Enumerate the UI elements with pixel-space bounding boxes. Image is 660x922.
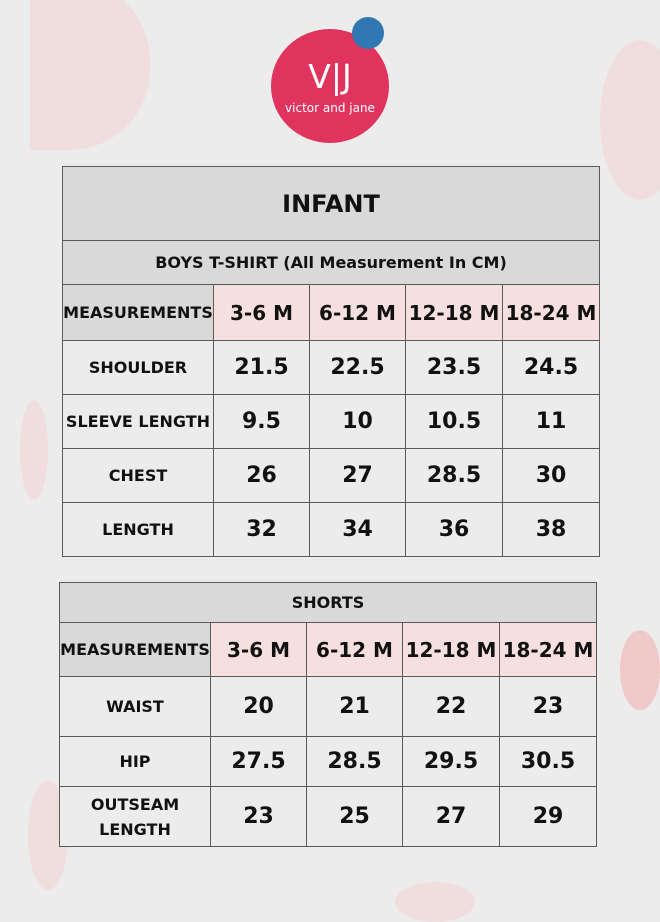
size-header: 3-6 M <box>211 623 307 677</box>
measurements-header: MEASUREMENTS <box>60 623 211 677</box>
table-row <box>60 677 597 737</box>
table-row <box>60 737 597 787</box>
decor-blob <box>600 40 660 200</box>
table-cell: 11 <box>503 395 600 449</box>
table-row <box>63 341 600 395</box>
table-row <box>60 787 597 847</box>
logo-mark: V|J <box>308 57 352 96</box>
decor-blob <box>30 0 150 150</box>
table-cell: 22 <box>403 677 500 737</box>
row-label: CHEST <box>63 449 214 503</box>
size-header: 12-18 M <box>403 623 500 677</box>
table-cell: 23 <box>500 677 597 737</box>
decor-blob <box>20 400 48 500</box>
table-cell: 29 <box>500 787 597 847</box>
table-row <box>63 503 600 557</box>
table-cell: 30.5 <box>500 737 597 787</box>
logo-dot <box>352 17 384 49</box>
size-header: 18-24 M <box>500 623 597 677</box>
shorts-size-table <box>59 582 597 847</box>
table-cell: 30 <box>503 449 600 503</box>
table-cell: 21 <box>307 677 403 737</box>
table-row <box>63 395 600 449</box>
row-label: OUTSEAM LENGTH <box>60 787 211 847</box>
table-cell: 10.5 <box>406 395 503 449</box>
table-cell: 28.5 <box>406 449 503 503</box>
table-cell: 22.5 <box>310 341 406 395</box>
table-cell: 21.5 <box>214 341 310 395</box>
table-subtitle: BOYS T-SHIRT (All Measurement In CM) <box>63 241 600 285</box>
table-cell: 20 <box>211 677 307 737</box>
table-cell: 27 <box>403 787 500 847</box>
measurements-header: MEASUREMENTS <box>63 285 214 341</box>
decor-blob <box>395 882 475 922</box>
table-cell: 9.5 <box>214 395 310 449</box>
brand-name: victor and jane <box>285 101 375 115</box>
size-header: 12-18 M <box>406 285 503 341</box>
row-label: WAIST <box>60 677 211 737</box>
table-cell: 27.5 <box>211 737 307 787</box>
table-cell: 27 <box>310 449 406 503</box>
size-header: 6-12 M <box>307 623 403 677</box>
table-cell: 36 <box>406 503 503 557</box>
row-label: LENGTH <box>63 503 214 557</box>
row-label: SLEEVE LENGTH <box>63 395 214 449</box>
table-cell: 24.5 <box>503 341 600 395</box>
table-title: INFANT <box>63 167 600 241</box>
size-header: 6-12 M <box>310 285 406 341</box>
table-cell: 10 <box>310 395 406 449</box>
table-cell: 28.5 <box>307 737 403 787</box>
row-label: HIP <box>60 737 211 787</box>
size-header: 3-6 M <box>214 285 310 341</box>
table-row <box>63 449 600 503</box>
table-cell: 32 <box>214 503 310 557</box>
table-cell: 23.5 <box>406 341 503 395</box>
table-cell: 34 <box>310 503 406 557</box>
tshirt-size-table <box>62 166 600 557</box>
table-cell: 29.5 <box>403 737 500 787</box>
table-cell: 38 <box>503 503 600 557</box>
table-cell: 23 <box>211 787 307 847</box>
table-title: SHORTS <box>60 583 597 623</box>
row-label: SHOULDER <box>63 341 214 395</box>
table-cell: 25 <box>307 787 403 847</box>
decor-blob <box>620 630 660 710</box>
size-header: 18-24 M <box>503 285 600 341</box>
table-cell: 26 <box>214 449 310 503</box>
